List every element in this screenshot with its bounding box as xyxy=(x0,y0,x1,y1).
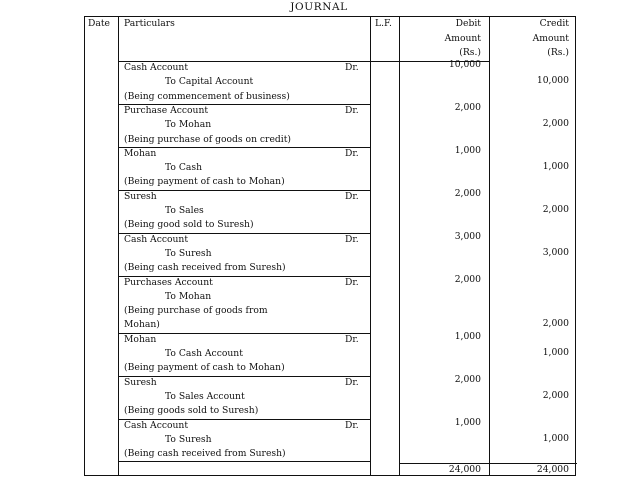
credit-column-divider xyxy=(489,17,490,475)
journal-table xyxy=(84,16,576,476)
credit-account: To Suresh xyxy=(165,247,212,259)
narration-line: (Being purchase of goods on credit) xyxy=(124,133,291,145)
debit-amount: 10,000 xyxy=(448,59,481,70)
credit-amount: 2,000 xyxy=(542,204,569,215)
entry-separator xyxy=(118,461,370,462)
credit-amount: 2,000 xyxy=(542,389,569,401)
debit-account: Cash Account xyxy=(124,419,189,431)
narration-line: (Being goods sold to Suresh) xyxy=(124,405,259,417)
debit-account: Mohan xyxy=(124,333,157,345)
debit-amount: 1,000 xyxy=(454,330,481,342)
dr-marker: Dr. xyxy=(345,147,359,159)
credit-account: To Cash Account xyxy=(165,348,243,359)
narration-line: (Being payment of cash to Mohan) xyxy=(124,176,285,188)
credit-account: To Sales Account xyxy=(165,390,245,402)
credit-amount: 10,000 xyxy=(536,75,569,87)
dr-marker: Dr. xyxy=(345,333,359,345)
dr-marker: Dr. xyxy=(345,233,359,245)
debit-account: Purchases Account xyxy=(124,276,213,288)
debit-amount: 3,000 xyxy=(454,230,481,242)
header-debit-line1: Debit xyxy=(455,18,481,29)
narration-line: (Being commencement of business) xyxy=(124,90,290,102)
debit-account: Suresh xyxy=(124,190,157,202)
dr-marker: Dr. xyxy=(345,276,359,288)
dr-marker: Dr. xyxy=(345,376,359,388)
debit-account: Cash Account xyxy=(124,233,189,245)
credit-account: To Mohan xyxy=(165,119,212,131)
debit-amount: 2,000 xyxy=(454,101,481,113)
debit-account: Mohan xyxy=(124,147,157,159)
credit-account: To Suresh xyxy=(165,433,212,445)
narration-line: Mohan) xyxy=(124,319,160,331)
header-debit-line3: (Rs.) xyxy=(459,47,481,58)
total-credit: 24,000 xyxy=(536,464,569,475)
debit-column-divider xyxy=(399,17,400,475)
narration-line: (Being cash received from Suresh) xyxy=(124,262,286,274)
debit-amount: 2,000 xyxy=(454,373,481,385)
date-column-divider xyxy=(118,17,119,475)
dr-marker: Dr. xyxy=(345,190,359,202)
debit-amount: 1,000 xyxy=(454,416,481,428)
credit-amount: 1,000 xyxy=(542,347,569,358)
debit-account: Suresh xyxy=(124,376,157,388)
header-credit-line3: (Rs.) xyxy=(547,47,569,58)
narration-line: (Being cash received from Suresh) xyxy=(124,448,286,460)
header-credit-line2: Amount xyxy=(532,33,569,44)
debit-amount: 1,000 xyxy=(454,144,481,156)
header-particulars: Particulars xyxy=(124,18,175,29)
narration-line: (Being purchase of goods from xyxy=(124,305,268,317)
total-debit: 24,000 xyxy=(448,464,481,475)
dr-marker: Dr. xyxy=(345,104,359,116)
credit-account: To Capital Account xyxy=(165,76,254,88)
credit-amount: 1,000 xyxy=(542,432,569,444)
header-credit-line1: Credit xyxy=(539,18,569,29)
journal-title: JOURNAL xyxy=(290,1,348,13)
debit-amount: 2,000 xyxy=(454,273,481,285)
lf-column-divider xyxy=(370,17,371,475)
debit-account: Purchase Account xyxy=(124,104,209,116)
narration-line: (Being payment of cash to Mohan) xyxy=(124,362,285,374)
credit-account: To Sales xyxy=(165,205,204,216)
header-lf: L.F. xyxy=(375,18,392,29)
credit-amount: 2,000 xyxy=(542,118,569,130)
debit-account: Cash Account xyxy=(124,62,189,73)
header-date: Date xyxy=(88,18,110,29)
credit-account: To Cash xyxy=(165,162,203,174)
credit-account: To Mohan xyxy=(165,290,212,302)
credit-amount: 1,000 xyxy=(542,161,569,173)
credit-amount: 2,000 xyxy=(542,318,569,330)
header-debit-line2: Amount xyxy=(444,33,481,44)
dr-marker: Dr. xyxy=(345,62,359,73)
dr-marker: Dr. xyxy=(345,419,359,431)
narration-line: (Being good sold to Suresh) xyxy=(124,219,254,231)
debit-amount: 2,000 xyxy=(454,187,481,199)
credit-amount: 3,000 xyxy=(542,246,569,258)
